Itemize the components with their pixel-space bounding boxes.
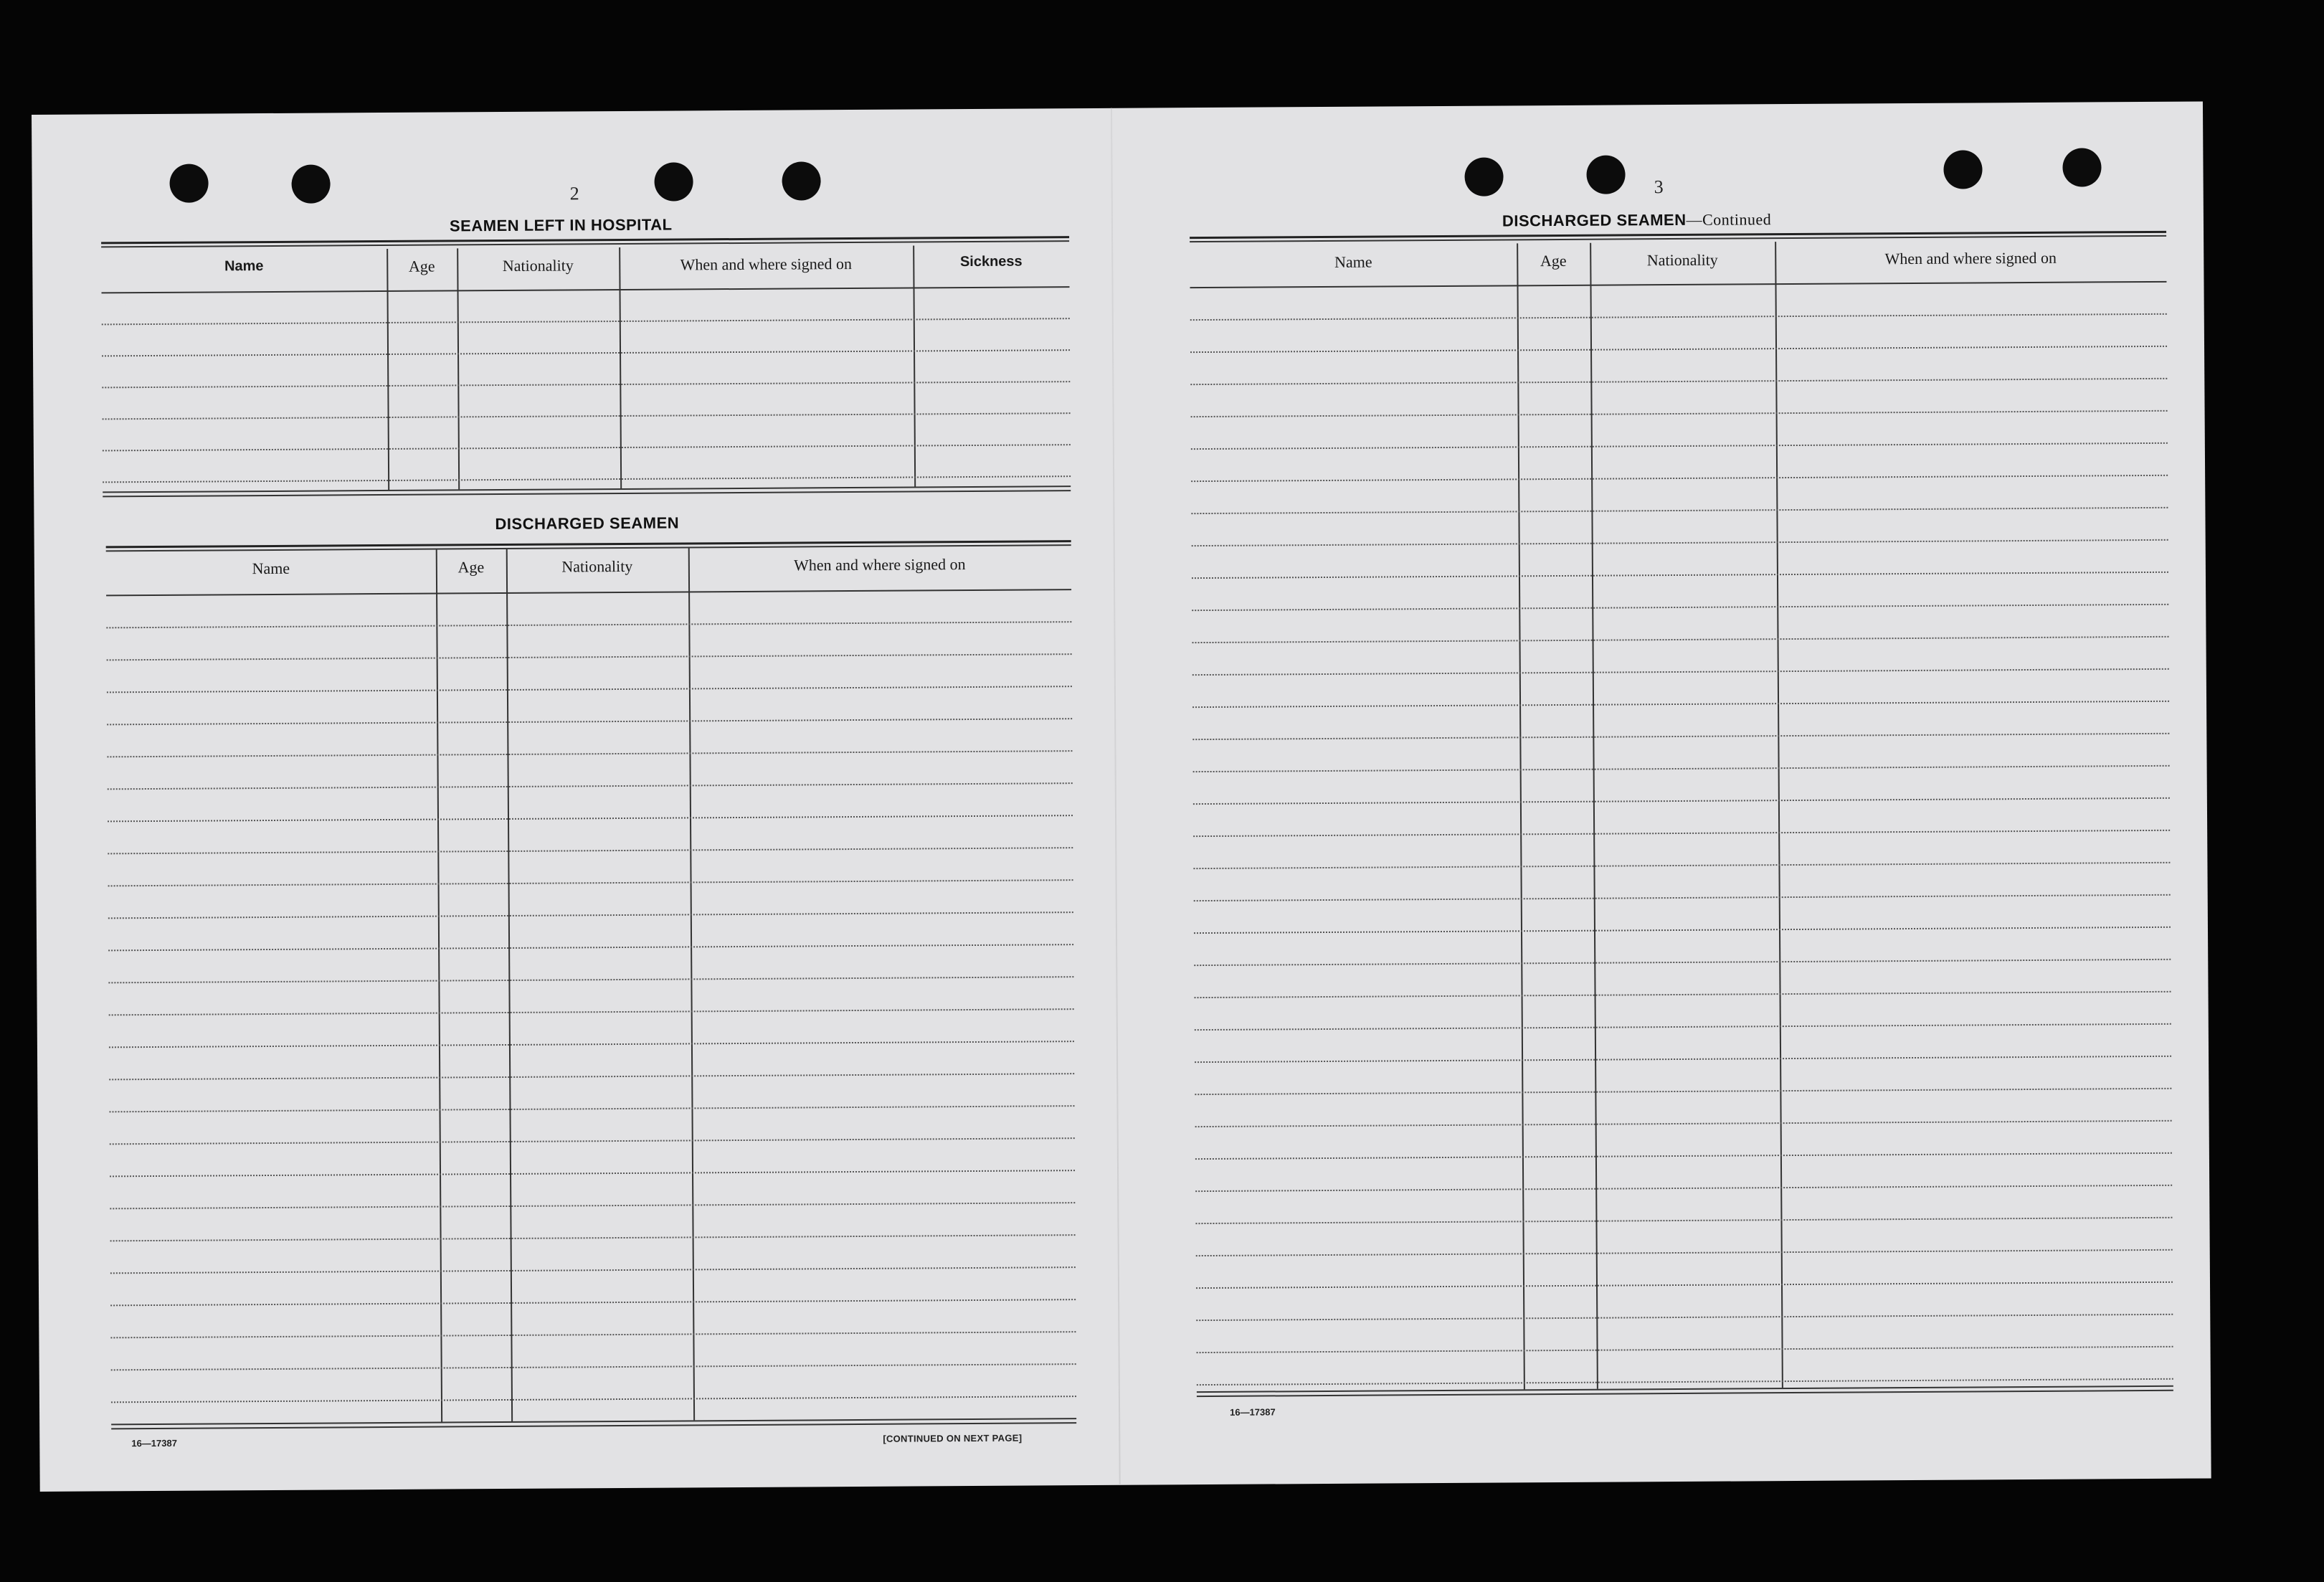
table-row — [1193, 862, 2170, 869]
table-row — [1192, 572, 2168, 579]
column-header: When and where signed on — [1884, 248, 2057, 268]
header-rule — [1190, 281, 2166, 288]
table-row — [1192, 701, 2169, 708]
column-header: Age — [457, 558, 485, 577]
table-row — [1195, 1217, 2172, 1224]
table-row — [1192, 539, 2168, 546]
table-row — [109, 1008, 1074, 1015]
table-row — [1191, 410, 2168, 417]
table-row — [108, 911, 1073, 919]
table-row — [110, 1266, 1076, 1274]
column-header: Sickness — [959, 253, 1023, 270]
table-row — [108, 847, 1073, 854]
table-row — [1192, 604, 2168, 611]
column-header: Age — [408, 257, 435, 275]
table-row — [1191, 475, 2168, 482]
column-divider — [457, 248, 460, 489]
table-row — [1197, 1378, 2173, 1386]
table-row — [1197, 1346, 2173, 1353]
table-row — [109, 1073, 1074, 1080]
table-row — [110, 1234, 1076, 1241]
table-row — [1196, 1282, 2173, 1289]
table-row — [1192, 636, 2169, 643]
header-rule — [102, 286, 1070, 293]
form-code: 16—17387 — [1230, 1406, 1276, 1418]
form-code: 16—17387 — [131, 1437, 177, 1449]
column-divider — [913, 245, 916, 486]
table-row — [111, 1363, 1076, 1370]
table-row — [1191, 442, 2168, 450]
hospital-section-title: SEAMEN LEFT IN HOSPITAL — [449, 215, 673, 235]
column-header: When and where signed on — [680, 255, 853, 274]
table-row — [1195, 991, 2171, 998]
center-fold — [1111, 108, 1121, 1485]
table-row — [110, 1299, 1076, 1306]
table-row — [1195, 1152, 2172, 1160]
table-row — [106, 621, 1071, 628]
table-row — [1196, 1314, 2173, 1321]
table-row — [103, 475, 1071, 483]
punch-hole — [782, 161, 820, 200]
table-row — [110, 1170, 1075, 1177]
table-row — [1192, 733, 2169, 740]
table-row — [103, 412, 1071, 420]
left-page — [32, 102, 2203, 1449]
punch-hole — [1586, 155, 1625, 194]
column-divider — [506, 549, 513, 1421]
punch-hole — [1943, 150, 1982, 189]
table-row — [109, 1105, 1074, 1112]
table-row — [107, 686, 1072, 693]
column-header: When and where signed on — [794, 555, 966, 574]
column-divider — [619, 247, 622, 488]
table-row — [1193, 797, 2170, 805]
table-row — [1196, 1249, 2173, 1256]
punch-hole — [291, 164, 330, 203]
column-header: Nationality — [1646, 250, 1718, 270]
table-row — [1195, 1120, 2172, 1127]
table-row — [108, 944, 1073, 951]
discharged-section-title: DISCHARGED SEAMEN — [495, 513, 680, 534]
table-row — [107, 653, 1072, 660]
column-header: Nationality — [502, 256, 574, 275]
table-row — [107, 750, 1072, 757]
column-divider — [386, 249, 389, 490]
punch-hole — [1464, 157, 1503, 196]
column-divider — [436, 550, 442, 1422]
punch-hole — [2062, 148, 2101, 186]
table-row — [108, 879, 1073, 886]
continued-note: [CONTINUED ON NEXT PAGE] — [883, 1432, 1023, 1444]
table-row — [111, 1396, 1076, 1403]
table-row — [1194, 927, 2171, 934]
table-row — [110, 1202, 1075, 1209]
column-header: Name — [252, 559, 290, 578]
table-row — [102, 349, 1070, 356]
discharged-continued-title — [1502, 210, 1771, 230]
table-row — [1190, 378, 2167, 385]
table-row — [107, 718, 1072, 725]
table-row — [1190, 346, 2167, 353]
column-header: Nationality — [561, 556, 633, 576]
table-row — [108, 782, 1073, 790]
table-row — [108, 815, 1073, 822]
punch-hole — [654, 162, 693, 201]
table-row — [102, 381, 1070, 388]
column-header: Name — [1334, 252, 1372, 271]
table-row — [1195, 1023, 2171, 1031]
section-title-text: DISCHARGED SEAMEN — [1502, 210, 1687, 230]
table-row — [1194, 959, 2171, 966]
table-row — [109, 1041, 1074, 1048]
table-row — [102, 318, 1070, 325]
table-row — [1195, 1088, 2171, 1095]
table-row — [1195, 1185, 2172, 1192]
table-row — [1193, 765, 2170, 772]
column-divider — [688, 548, 695, 1420]
page-number: 2 — [569, 183, 579, 204]
punch-hole — [169, 164, 208, 202]
table-row — [1193, 830, 2170, 837]
table-row — [110, 1331, 1076, 1338]
section-title-suffix: —Continued — [1686, 210, 1772, 229]
column-header: Name — [224, 258, 264, 275]
document-sheet — [32, 102, 2211, 1492]
page-number: 3 — [1654, 176, 1664, 198]
table-row — [1191, 507, 2168, 514]
header-rule — [106, 589, 1071, 596]
table-row — [110, 1137, 1075, 1145]
table-row — [1192, 668, 2169, 676]
table-row — [1190, 313, 2167, 321]
column-header: Age — [1540, 251, 1567, 270]
table-row — [103, 444, 1071, 451]
table-row — [1194, 894, 2171, 901]
table-row — [108, 976, 1073, 983]
table-row — [1195, 1056, 2171, 1063]
